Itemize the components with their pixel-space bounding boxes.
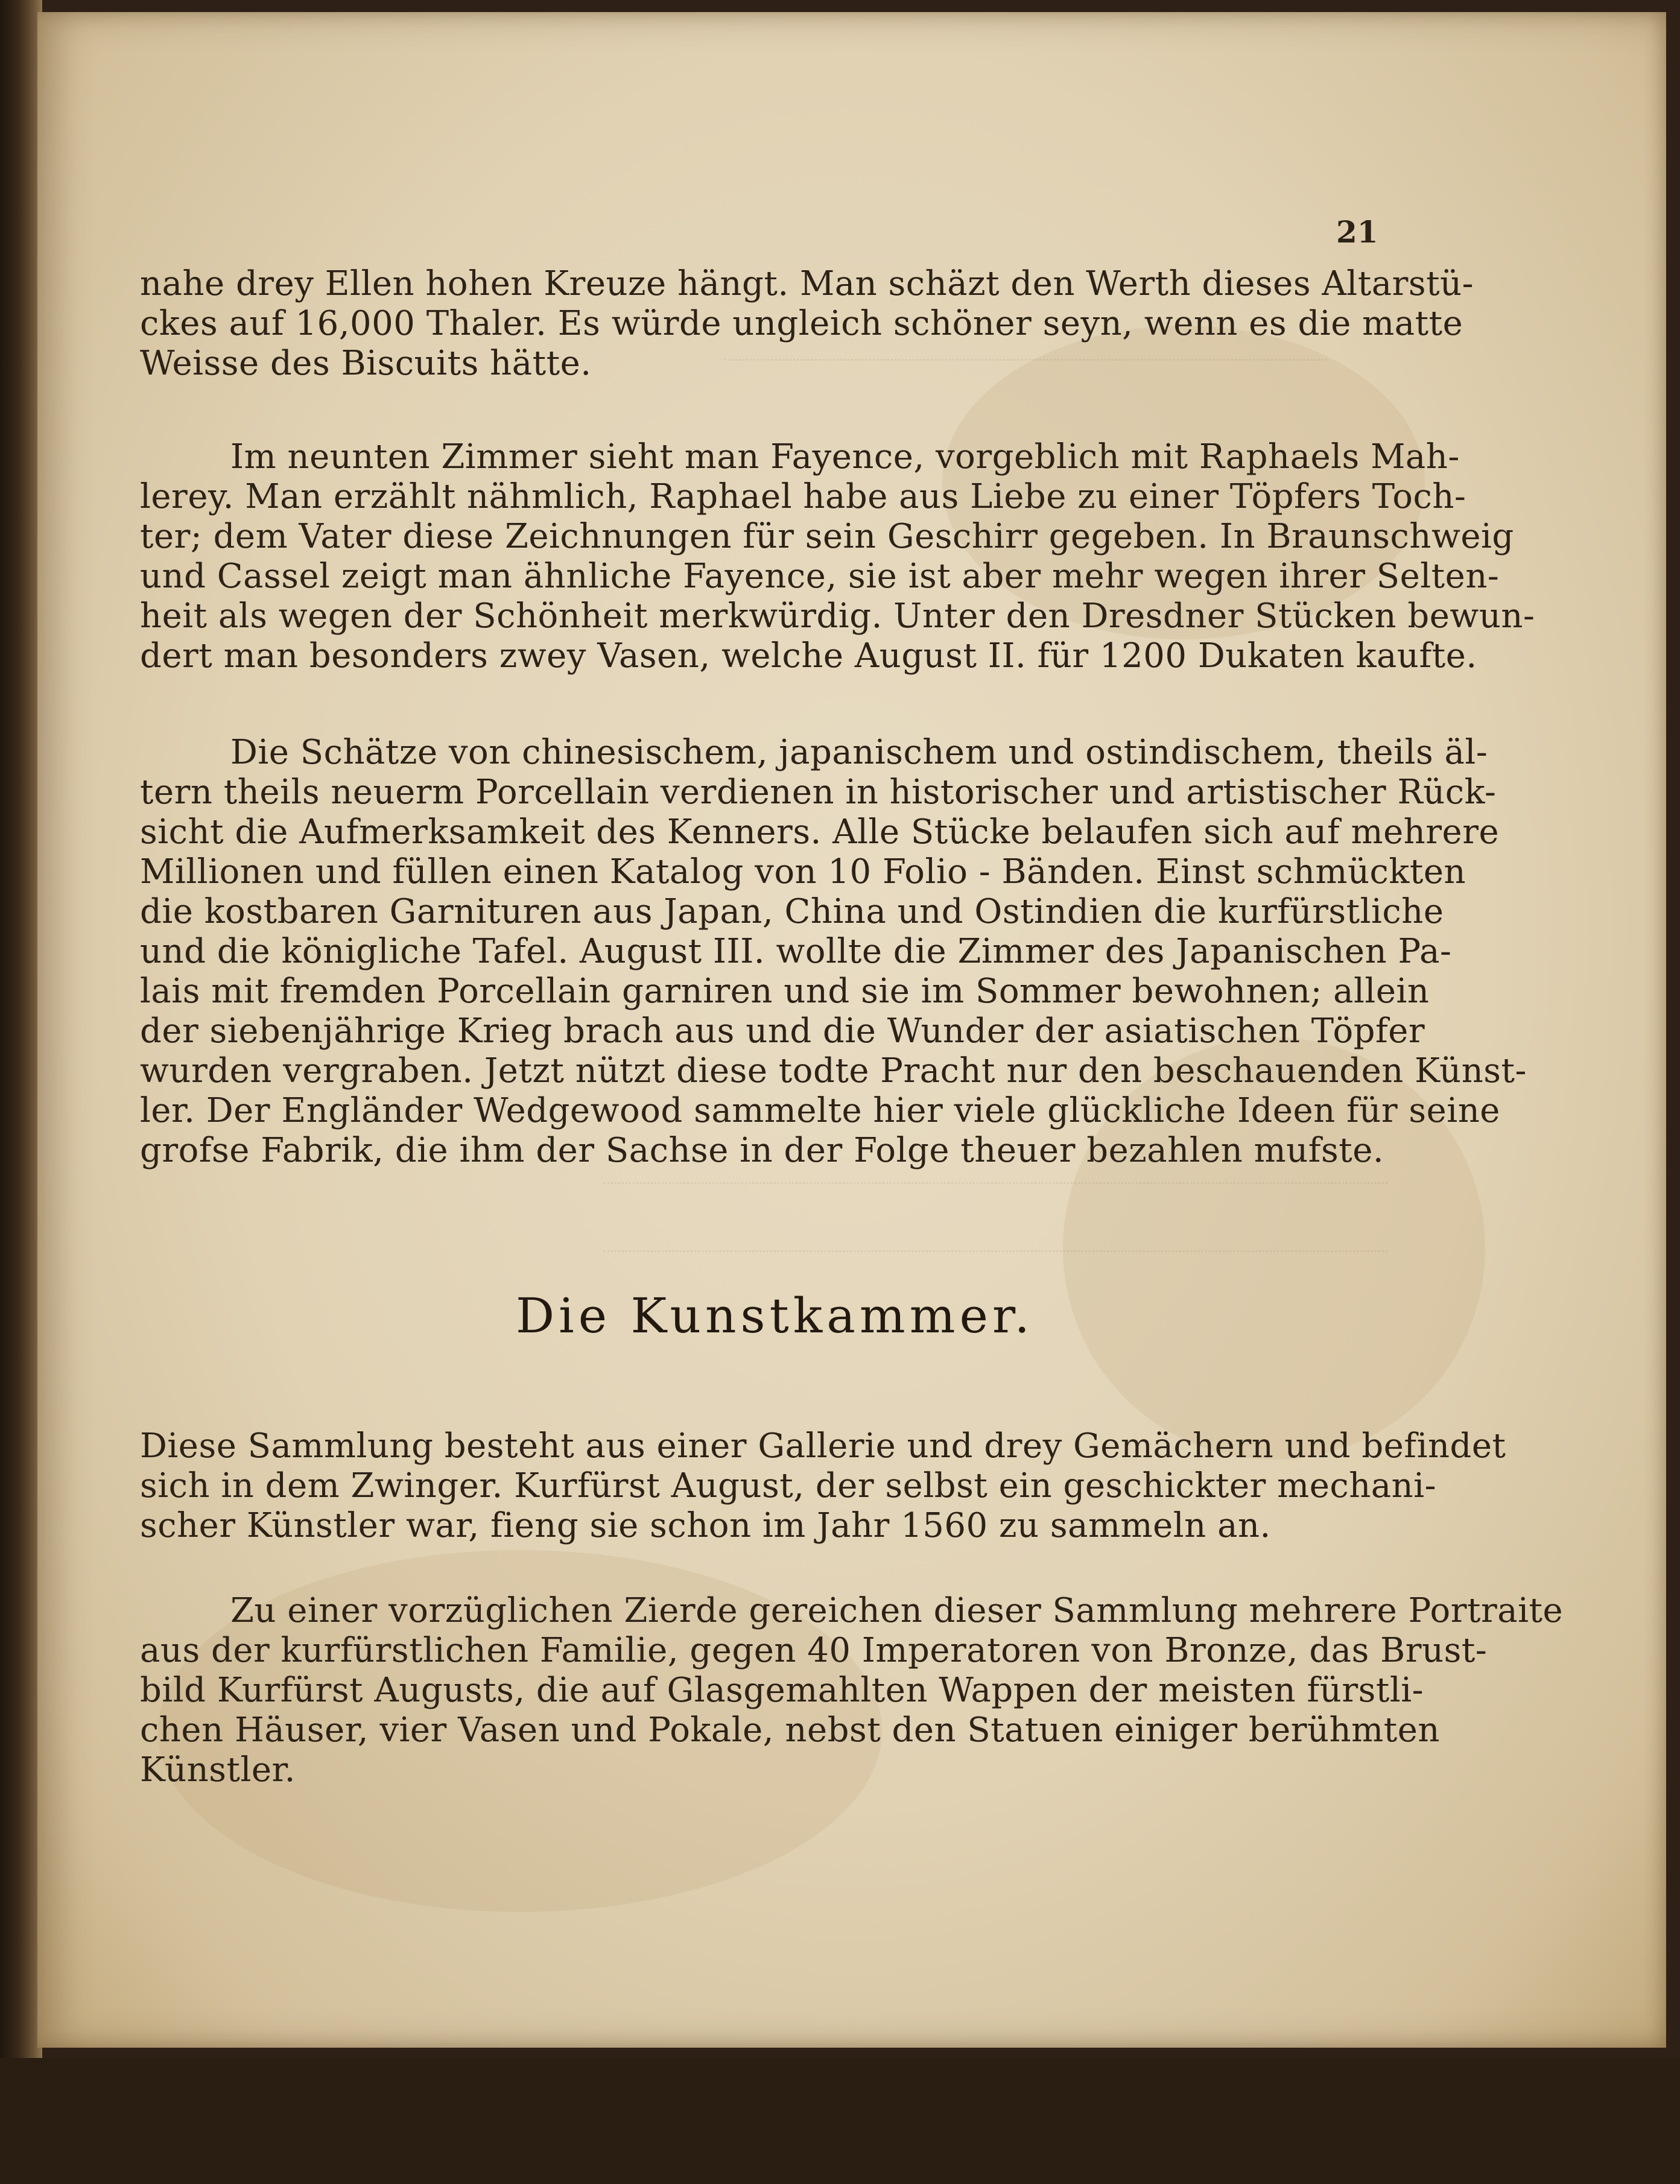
section-heading: Die Kunstkammer.	[516, 1288, 1034, 1344]
text-line: Künstler.	[140, 1750, 296, 1790]
paragraph-5	[140, 1591, 1564, 1790]
text-line: Die Schätze von chinesischem, japanischem und ostindischem, theils äl-	[230, 733, 1488, 772]
text-line: die kostbaren Garnituren aus Japan, China und Ostindien die kurfürstliche	[140, 892, 1444, 931]
bleed-through	[603, 1182, 1387, 1252]
text-line: Weisse des Biscuits hätte.	[140, 344, 592, 383]
text-line: tern theils neuerm Porcellain verdienen in historischer und artistischer Rück-	[140, 773, 1497, 812]
text-line: Im neunten Zimmer sieht man Fayence, vorgeblich mit Raphaels Mah-	[230, 437, 1460, 476]
text-line: und die königliche Tafel. August III. wollte die Zimmer des Japanischen Pa-	[140, 932, 1452, 971]
paragraph-4	[140, 1426, 1506, 1546]
text-line: lerey. Man erzählt nähmlich, Raphael habe aus Liebe zu einer Töpfers Toch-	[140, 477, 1466, 516]
text-line: sich in dem Zwinger. Kurfürst August, der selbst ein geschickter mechani-	[140, 1466, 1437, 1505]
text-line: der siebenjährige Krieg brach aus und die Wunder der asiatischen Töpfer	[140, 1011, 1425, 1051]
text-line: Diese Sammlung besteht aus einer Gallerie und drey Gemächern und befindet	[140, 1426, 1506, 1466]
text-line: ckes auf 16,000 Thaler. Es würde ungleich schöner seyn, wenn es die matte	[140, 304, 1463, 343]
text-line: nahe drey Ellen hohen Kreuze hängt. Man schäzt den Werth dieses Altarstü-	[140, 264, 1474, 303]
paragraph-2	[140, 437, 1535, 676]
text-line: dert man besonders zwey Vasen, welche August II. für 1200 Dukaten kaufte.	[140, 636, 1477, 676]
text-line: wurden vergraben. Jetzt nützt diese todte Pracht nur den beschauenden Künst-	[140, 1051, 1527, 1090]
text-line: aus der kurfürstlichen Familie, gegen 40 Imperatoren von Bronze, das Brust-	[140, 1631, 1488, 1670]
book-spine	[0, 0, 42, 2058]
text-line: chen Häuser, vier Vasen und Pokale, nebst den Statuen einiger berühmten	[140, 1711, 1440, 1750]
text-line: scher Künstler war, fieng sie schon im Jahr 1560 zu sammeln an.	[140, 1506, 1271, 1545]
text-line: Millionen und füllen einen Katalog von 10 Folio - Bänden. Einst schmückten	[140, 852, 1466, 891]
text-line: lais mit fremden Porcellain garniren und sie im Sommer bewohnen; allein	[140, 972, 1430, 1011]
text-line: heit als wegen der Schönheit merkwürdig. Unter den Dresdner Stücken bewun-	[140, 597, 1535, 636]
text-line: grofse Fabrik, die ihm der Sachse in der Folge theuer bezahlen mufste.	[140, 1131, 1384, 1170]
text-line: sicht die Aufmerksamkeit des Kenners. Alle Stücke belaufen sich auf mehrere	[140, 812, 1500, 852]
text-line: bild Kurfürst Augusts, die auf Glasgemahlten Wappen der meisten fürstli-	[140, 1671, 1424, 1710]
text-line: Zu einer vorzüglichen Zierde gereichen dieser Sammlung mehrere Portraite	[230, 1591, 1564, 1630]
text-line: und Cassel zeigt man ähnliche Fayence, sie ist aber mehr wegen ihrer Selten-	[140, 557, 1500, 596]
paragraph-3	[140, 733, 1527, 1171]
text-line: ler. Der Engländer Wedgewood sammelte hier viele glückliche Ideen für seine	[140, 1091, 1500, 1130]
page-number: 21	[1336, 214, 1378, 250]
text-line: ter; dem Vater diese Zeichnungen für sein Geschirr gegeben. In Braunschweig	[140, 517, 1514, 556]
paragraph-1	[140, 264, 1474, 384]
